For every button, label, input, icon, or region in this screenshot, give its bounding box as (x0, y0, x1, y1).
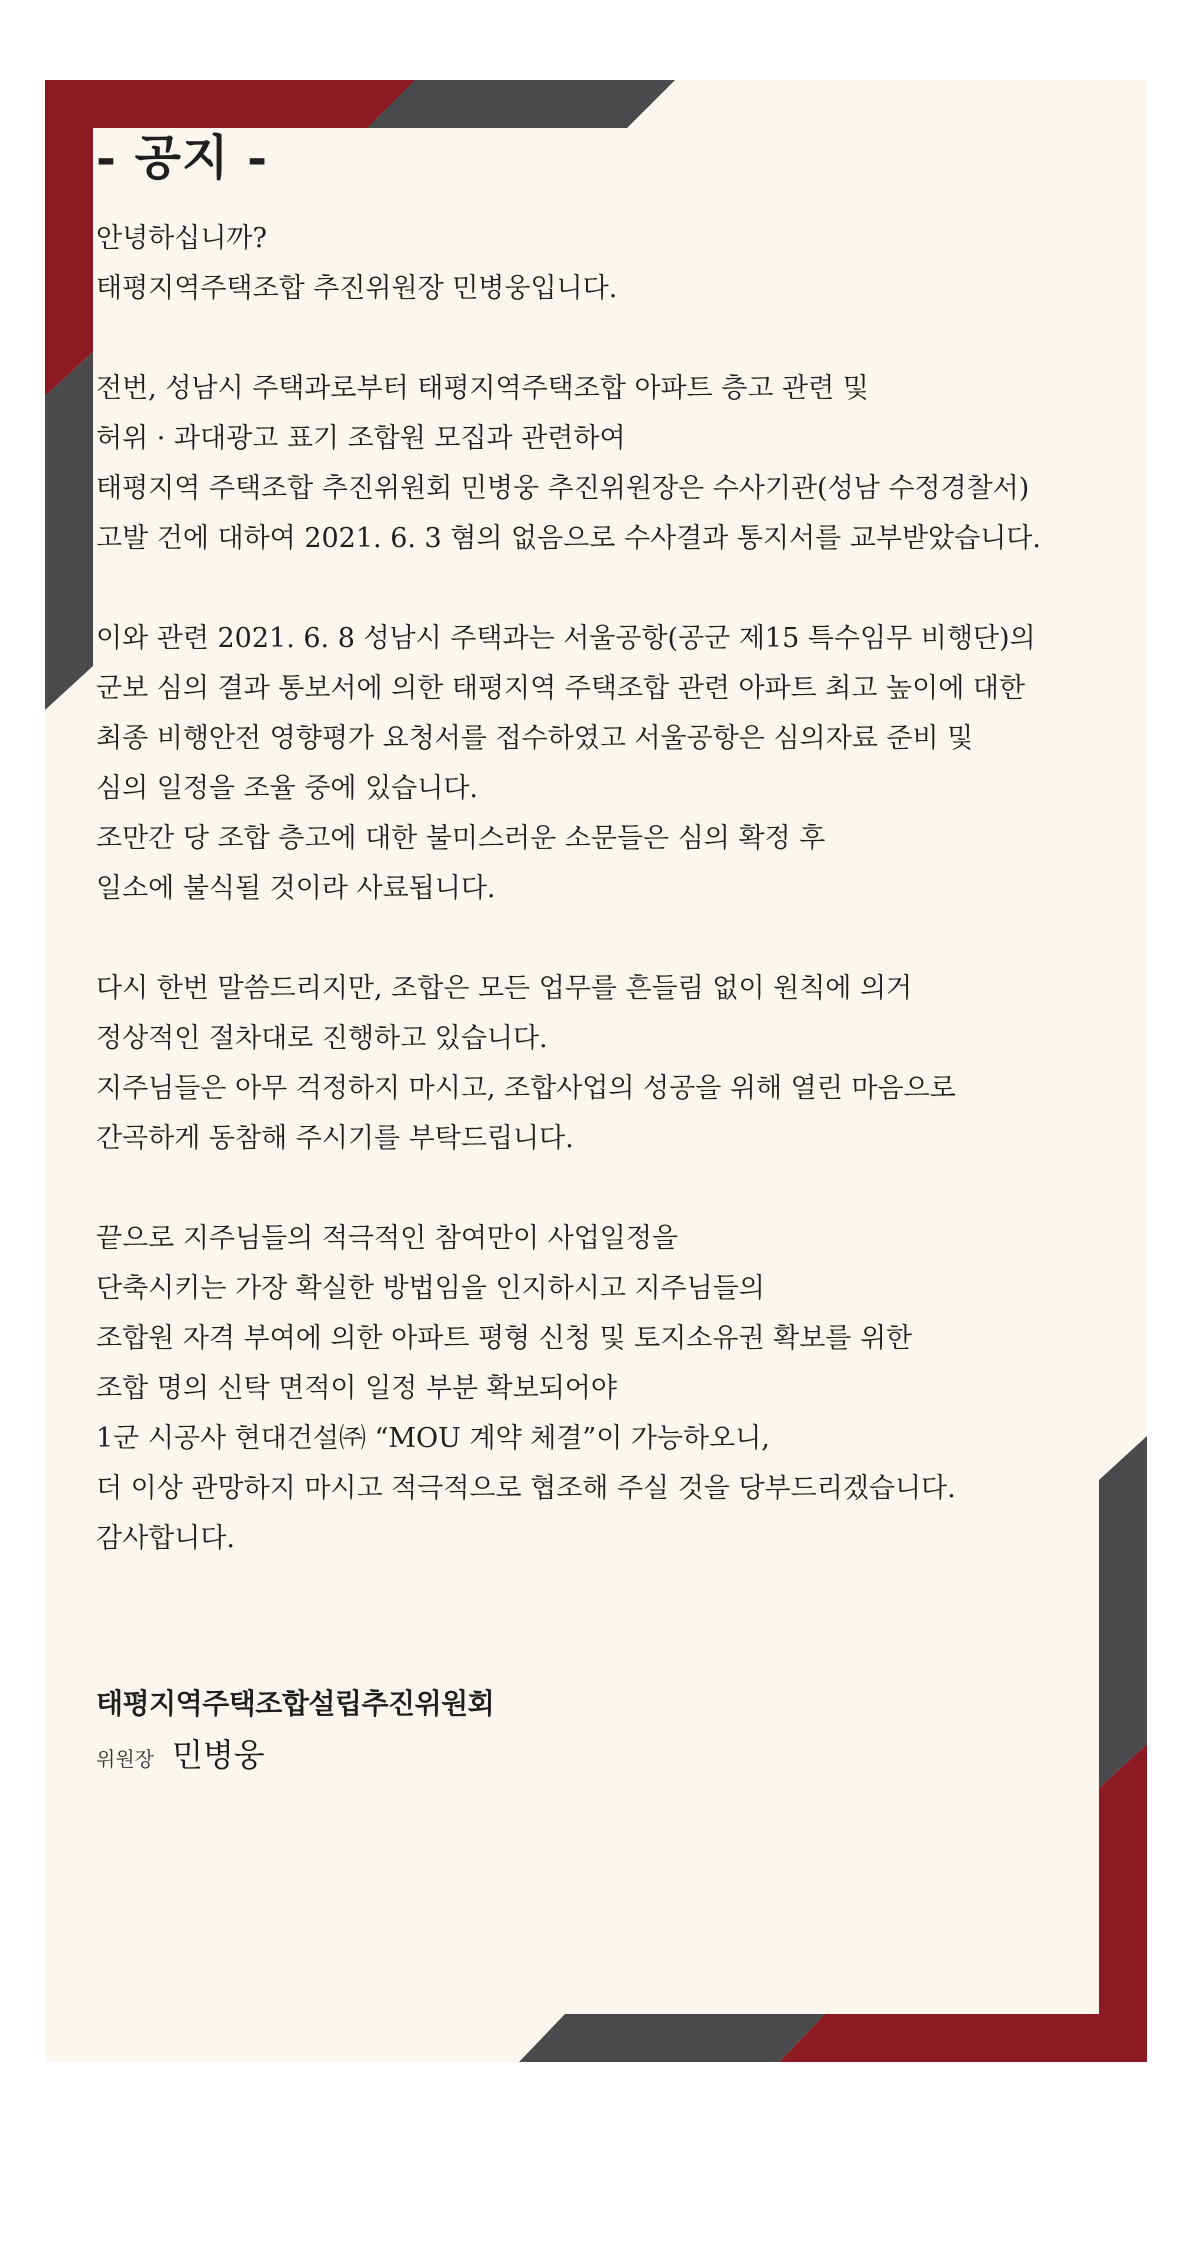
paragraph-gap (96, 914, 1056, 964)
notice-line: 더 이상 관망하지 마시고 적극적으로 협조해 주실 것을 당부드리겠습니다. (96, 1472, 956, 1504)
notice-paragraph (96, 214, 1056, 314)
notice-line: 이와 관련 2021. 6. 8 성남시 주택과는 서울공항(공군 제15 특수임무 비행단)의 (96, 622, 1036, 654)
notice-line: 간곡하게 동참해 주시기를 부탁드립니다. (96, 1122, 574, 1154)
notice-line: 조합원 자격 부여에 의한 아파트 평형 신청 및 토지소유권 확보를 위한 (96, 1322, 913, 1354)
notice-line: 전번, 성남시 주택과로부터 태평지역주택조합 아파트 층고 관련 및 (96, 372, 869, 404)
notice-body (96, 130, 1056, 1564)
notice-line: 허위 · 과대광고 표기 조합원 모집과 관련하여 (96, 422, 626, 454)
notice-line: 단축시키는 가장 확실한 방법임을 인지하시고 지주님들의 (96, 1272, 765, 1304)
notice-line: 정상적인 절차대로 진행하고 있습니다. (96, 1022, 548, 1054)
notice-line: 감사합니다. (96, 1522, 235, 1554)
notice-line: 최종 비행안전 영향평가 요청서를 접수하였고 서울공항은 심의자료 준비 및 (96, 722, 974, 754)
notice-line: 고발 건에 대하여 2021. 6. 3 혐의 없음으로 수사결과 통지서를 교부받았습니다. (96, 522, 1041, 554)
notice-paragraph (96, 964, 1056, 1164)
notice-line: 안녕하십니까? (96, 222, 267, 254)
notice-line: 일소에 불식될 것이라 사료됩니다. (96, 872, 496, 904)
paragraph-gap (96, 564, 1056, 614)
notice-line: 1군 시공사 현대건설㈜ “MOU 계약 체결”이 가능하오니, (96, 1422, 770, 1454)
left-gray-bar (45, 352, 93, 710)
signature-row (96, 1730, 494, 1776)
notice-line: 태평지역 주택조합 추진위원회 민병웅 추진위원장은 수사기관(성남 수정경찰서) (96, 472, 1030, 504)
notice-line: 조합 명의 신탁 면적이 일정 부분 확보되어야 (96, 1372, 617, 1404)
notice-line: 군보 심의 결과 통보서에 의한 태평지역 주택조합 관련 아파트 최고 높이에 대한 (96, 672, 1026, 704)
paragraph-gap (96, 1164, 1056, 1214)
signature-name: 민병웅 (171, 1736, 265, 1774)
notice-paragraphs (96, 214, 1056, 1564)
notice-paragraph (96, 364, 1056, 564)
notice-line: 조만간 당 조합 층고에 대한 불미스러운 소문들은 심의 확정 후 (96, 822, 826, 854)
top-gray-slant (367, 80, 675, 128)
signature-role: 위원장 (96, 1747, 154, 1771)
notice-paragraph (96, 614, 1056, 914)
notice-title: - 공지 - (96, 130, 269, 186)
bottom-red-bar (779, 2014, 1147, 2062)
notice-line: 지주님들은 아무 걱정하지 마시고, 조합사업의 성공을 위해 열린 마음으로 (96, 1072, 956, 1104)
notice-paragraph (96, 1214, 1056, 1564)
signature-organization: 태평지역주택조합설립추진위원회 (96, 1687, 495, 1720)
right-gray-bar (1099, 1436, 1147, 1788)
notice-line: 태평지역주택조합 추진위원장 민병웅입니다. (96, 272, 618, 304)
notice-line: 다시 한번 말씀드리지만, 조합은 모든 업무를 흔들림 없이 원칙에 의거 (96, 972, 913, 1004)
notice-line: 심의 일정을 조율 중에 있습니다. (96, 772, 478, 804)
notice-line: 끝으로 지주님들의 적극적인 참여만이 사업일정을 (96, 1222, 679, 1254)
signature-block (96, 1680, 494, 1776)
top-left-corner (45, 80, 375, 128)
paragraph-gap (96, 314, 1056, 364)
bottom-gray-bar (519, 2014, 825, 2062)
